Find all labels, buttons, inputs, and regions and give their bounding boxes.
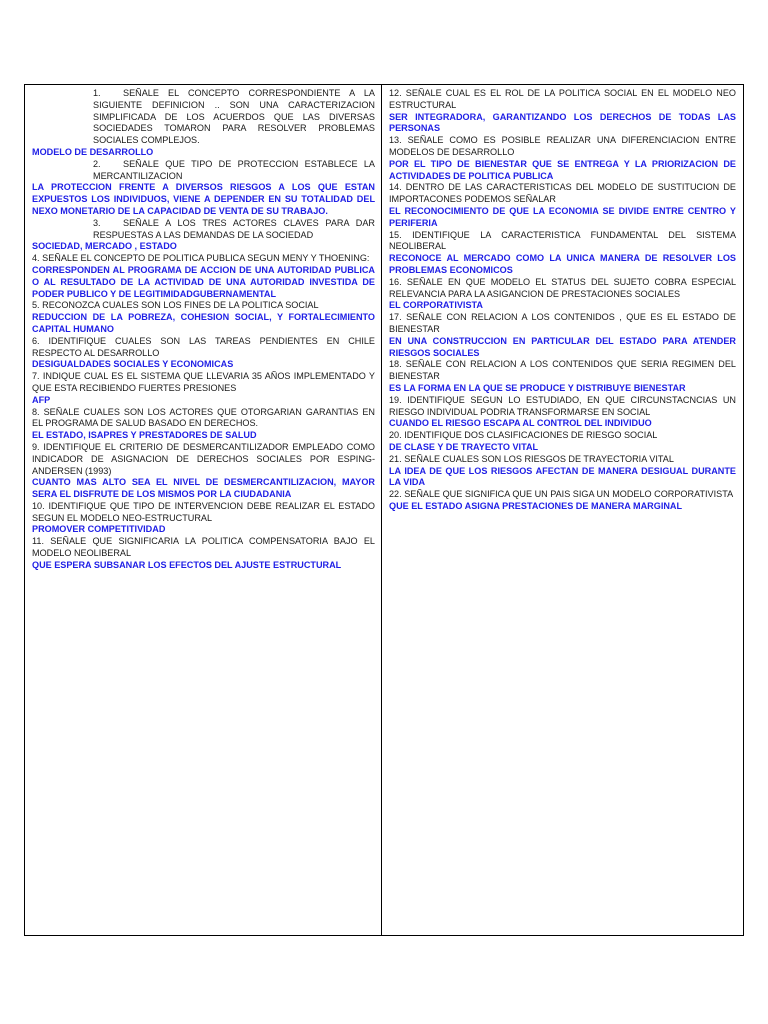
answer-text: QUE EL ESTADO ASIGNA PRESTACIONES DE MANERA MARGINAL (389, 500, 683, 511)
question-number: 21. (389, 453, 402, 464)
question-number: 5. (32, 300, 40, 311)
question-text (389, 395, 736, 419)
question-number: 17. (389, 312, 402, 323)
answer-text: LA PROTECCION FRENTE A DIVERSOS RIESGOS A LOS QUE ESTAN EXPUESTOS LOS INDIVIDUOS, VIENE A DEPENDER EN SU TOTALIDAD DEL NEXO MONETARIO DE LA CAPACIDAD DE VENTA DE SU TRABAJO. (32, 182, 375, 216)
question-number: 10. (32, 500, 45, 511)
question-body: IDENTIFIQUE DOS CLASIFICACIONES DE RIESGO SOCIAL (404, 430, 658, 441)
question-number: 7. (32, 371, 40, 382)
question-number: 11. (32, 536, 44, 547)
question-body: RECONOZCA CUALES SON LOS FINES DE LA POLITICA SOCIAL (42, 300, 319, 311)
answer-text: PROMOVER COMPETITIVIDAD (32, 524, 166, 535)
question-text (389, 182, 736, 206)
question-number: 18. (389, 359, 402, 370)
answer-text: QUE ESPERA SUBSANAR LOS EFECTOS DEL AJUSTE ESTRUCTURAL (32, 559, 342, 570)
answer-text: ES LA FORMA EN LA QUE SE PRODUCE Y DISTRIBUYE BIENESTAR (389, 382, 686, 393)
question-text (389, 277, 736, 301)
question-body: SEÑALE EL CONCEPTO DE POLITICA PUBLICA SEGUN MENY Y THOENING: (42, 253, 370, 264)
question-body: SEÑALE COMO ES POSIBLE REALIZAR UNA DIFERENCIACION ENTRE MODELOS DE DESARROLLO (389, 135, 736, 157)
question-body: IDENTIFIQUE SEGUN LO ESTUDIADO, EN QUE CIRCUNSTACNCIAS UN RIESGO INDIVIDUAL PODRIA TRANSFORMARSE EN SOCIAL (389, 394, 736, 417)
question-body: SEÑALE CUALES SON LOS RIESGOS DE TRAYECTORIA VITAL (404, 453, 674, 464)
question-body: SEÑALE EL CONCEPTO CORRESPONDIENTE A LA SIGUIENTE DEFINICION .. SON UNA CARACTERIZACION SIMPLIFICADA DE LOS ACUERDOS QUE LAS DIVERSAS SOCIEDADES TOMARON PARA RESOLVER PROBLEMAS SOCIALES COMPLEJOS. (93, 88, 375, 146)
answer-text: MODELO DE DESARROLLO (32, 146, 154, 157)
answer-text: EL RECONOCIMIENTO DE QUE LA ECONOMIA SE DIVIDE ENTRE CENTRO Y PERIFERIA (389, 205, 736, 228)
question-number: 22. (389, 489, 402, 500)
question-number: 19. (389, 394, 402, 405)
answer-text: EL CORPORATIVISTA (389, 300, 483, 311)
question-text (389, 489, 736, 501)
question-text (389, 454, 736, 466)
answer-text: LA IDEA DE QUE LOS RIESGOS AFECTAN DE MANERA DESIGUAL DURANTE LA VIDA (389, 465, 736, 488)
question-text (32, 253, 375, 265)
question-body: SEÑALE A LOS TRES ACTORES CLAVES PARA DAR RESPUESTAS A LAS DEMANDAS DE LA SOCIEDAD (93, 217, 375, 240)
answer-text: CUANDO EL RIESGO ESCAPA AL CONTROL DEL INDIVIDUO (389, 418, 652, 429)
question-text (389, 135, 736, 159)
question-text (32, 300, 375, 312)
question-body: SEÑALE CON RELACION A LOS CONTENIDOS QUE SERIA REGIMEN DEL BIENESTAR (389, 359, 736, 382)
question-body: SEÑALE QUE TIPO DE PROTECCION ESTABLECE LA MERCANTILIZACION (93, 158, 375, 181)
question-text (389, 88, 736, 112)
question-body: SEÑALE QUE SIGNIFICARIA LA POLITICA COMPENSATORIA BAJO EL MODELO NEOLIBERAL (32, 536, 375, 559)
right-column (382, 85, 743, 935)
question-number: 13. (389, 135, 402, 146)
question-text (389, 359, 736, 383)
question-number: 12. (389, 88, 402, 98)
question-body: SEÑALE CUAL ES EL ROL DE LA POLITICA SOCIAL EN EL MODELO NEO ESTRUCTURAL (389, 88, 736, 110)
question-number: 2. (93, 158, 101, 169)
question-number: 16. (389, 276, 402, 287)
answer-text: AFP (32, 394, 51, 405)
answer-text: SER INTEGRADORA, GARANTIZANDO LOS DERECHOS DE TODAS LAS PERSONAS (389, 111, 736, 134)
question-body: SEÑALE QUE SIGNIFICA QUE UN PAIS SIGA UN MODELO CORPORATIVISTA (404, 489, 734, 500)
question-number: 15. (389, 229, 402, 240)
question-number: 8. (32, 406, 40, 417)
question-text (32, 371, 375, 395)
question-number: 4. (32, 253, 40, 264)
answer-text: CORRESPONDEN AL PROGRAMA DE ACCION DE UNA AUTORIDAD PUBLICA O AL RESULTADO DE LA ACTIVIDAD DE UNA AUTORIDAD INVESTIDA DE PODER PUBLICO Y DE LEGITIMIDADGUBERNAMENTAL (32, 264, 375, 299)
question-number: 9. (32, 441, 40, 452)
question-body: SEÑALE CON RELACION A LOS CONTENIDOS , QUE ES EL ESTADO DE BIENESTAR (389, 312, 736, 334)
question-body: IDENTIFIQUE LA CARACTERISTICA FUNDAMENTAL DEL SISTEMA NEOLIBERAL (389, 229, 737, 252)
question-text (32, 442, 375, 477)
question-text (32, 407, 375, 431)
question-number: 1. (93, 88, 101, 98)
question-text (32, 501, 375, 525)
question-text (389, 312, 736, 336)
answer-text: CUANTO MAS ALTO SEA EL NIVEL DE DESMERCANTILIZACION, MAYOR SERA EL DISFRUTE DE LOS MISMOS POR LA CIUDADANIA (32, 477, 375, 500)
question-body: IDENTIFIQUE QUE TIPO DE INTERVENCION DEBE REALIZAR EL ESTADO SEGUN EL MODELO NEO-ESTRUCTURAL (32, 500, 375, 523)
answer-text: EN UNA CONSTRUCCION EN PARTICULAR DEL ESTADO PARA ATENDER RIESGOS SOCIALES (389, 335, 736, 358)
question-body: IDENTIFIQUE EL CRITERIO DE DESMERCANTILIZADOR EMPLEADO COMO INDICADOR DE ASIGNACION DE DERECHOS SOCIALES POR ESPING- ANDERSEN (1993) (32, 441, 376, 476)
answer-text: RECONOCE AL MERCADO COMO LA UNICA MANERA DE RESOLVER LOS PROBLEMAS ECONOMICOS (389, 253, 736, 275)
question-text (32, 88, 375, 147)
question-body: INDIQUE CUAL ES EL SISTEMA QUE LLEVARIA 35 AÑOS IMPLEMENTADO Y QUE ESTA RECIBIENDO FUERTES PRESIONES (32, 371, 375, 393)
question-number: 14. (389, 182, 402, 193)
question-text (32, 336, 375, 360)
question-body: DENTRO DE LAS CARACTERISTICAS DEL MODELO DE SUSTITUCION DE IMPORTACONES PODEMOS SEÑALAR (389, 182, 736, 205)
question-text (32, 159, 375, 183)
question-text (32, 218, 375, 242)
question-text (32, 536, 375, 560)
left-column (25, 85, 382, 935)
answer-text: EL ESTADO, ISAPRES Y PRESTADORES DE SALUD (32, 430, 257, 441)
question-body: SEÑALE CUALES SON LOS ACTORES QUE OTORGARIAN GARANTIAS EN EL PROGRAMA DE SALUD BASADO EN DERECHOS. (32, 406, 375, 429)
question-body: IDENTIFIQUE CUALES SON LAS TAREAS PENDIENTES EN CHILE RESPECTO AL DESARROLLO (32, 335, 375, 358)
question-text (389, 230, 736, 254)
answer-text: DESIGUALDADES SOCIALES Y ECONOMICAS (32, 359, 234, 370)
question-number: 6. (32, 335, 40, 346)
question-body: SEÑALE EN QUE MODELO EL STATUS DEL SUJETO COBRA ESPECIAL RELEVANCIA PARA LA ASIGANCION DE PRESTACIONES SOCIALES (389, 276, 736, 299)
qa-table (24, 84, 744, 936)
question-number: 3. (93, 217, 101, 228)
answer-text: POR EL TIPO DE BIENESTAR QUE SE ENTREGA Y LA PRIORIZACION DE ACTIVIDADES DE POLITICA PUBLICA (389, 158, 736, 181)
answer-text: DE CLASE Y DE TRAYECTO VITAL (389, 441, 539, 452)
question-number: 20. (389, 430, 402, 441)
question-text (389, 430, 736, 442)
answer-text: REDUCCION DE LA POBREZA, COHESION SOCIAL, Y FORTALECIMIENTO CAPITAL HUMANO (32, 312, 375, 334)
answer-text: SOCIEDAD, MERCADO , ESTADO (32, 241, 177, 252)
